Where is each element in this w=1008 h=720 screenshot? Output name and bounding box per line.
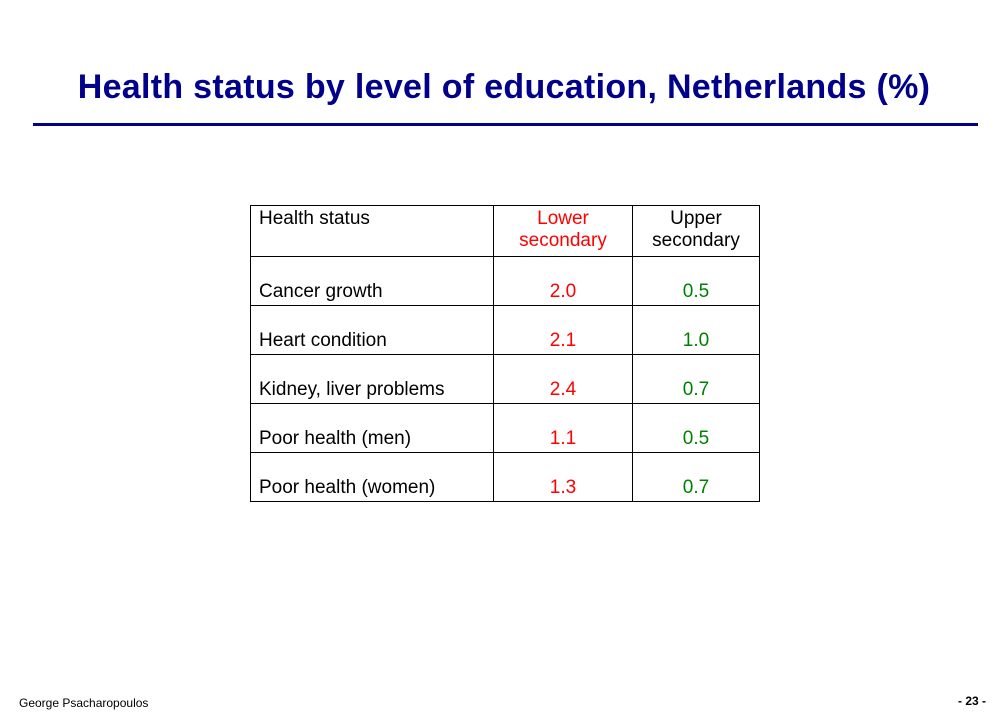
row-status: Poor health (men)	[251, 404, 494, 453]
header-lower-line1: Lower	[537, 208, 589, 229]
table-row	[251, 355, 760, 404]
table-header-row	[251, 206, 760, 257]
row-lower-value: 2.0	[494, 257, 633, 306]
title-underline	[33, 123, 978, 126]
header-upper-secondary	[633, 206, 760, 257]
row-upper-value: 0.5	[633, 257, 760, 306]
table-row	[251, 257, 760, 306]
table-row	[251, 306, 760, 355]
row-lower-value: 2.4	[494, 355, 633, 404]
health-status-table	[250, 205, 760, 502]
row-upper-value: 1.0	[633, 306, 760, 355]
table-row	[251, 453, 760, 502]
slide-title: Health status by level of education, Netherlands (%)	[77, 68, 931, 106]
header-upper-line2: secondary	[652, 230, 740, 251]
row-lower-value: 1.3	[494, 453, 633, 502]
row-status: Kidney, liver problems	[251, 355, 494, 404]
header-lower-line2: secondary	[519, 230, 607, 251]
footer-author: George Psacharopoulos	[19, 696, 149, 710]
header-upper-line1: Upper	[670, 208, 722, 229]
row-lower-value: 1.1	[494, 404, 633, 453]
row-status: Cancer growth	[251, 257, 494, 306]
row-lower-value: 2.1	[494, 306, 633, 355]
header-lower-secondary	[494, 206, 633, 257]
row-status: Poor health (women)	[251, 453, 494, 502]
header-health-status: Health status	[251, 206, 494, 257]
page-number: - 23 -	[957, 694, 986, 708]
row-upper-value: 0.7	[633, 355, 760, 404]
table-row	[251, 404, 760, 453]
row-status: Heart condition	[251, 306, 494, 355]
row-upper-value: 0.7	[633, 453, 760, 502]
row-upper-value: 0.5	[633, 404, 760, 453]
